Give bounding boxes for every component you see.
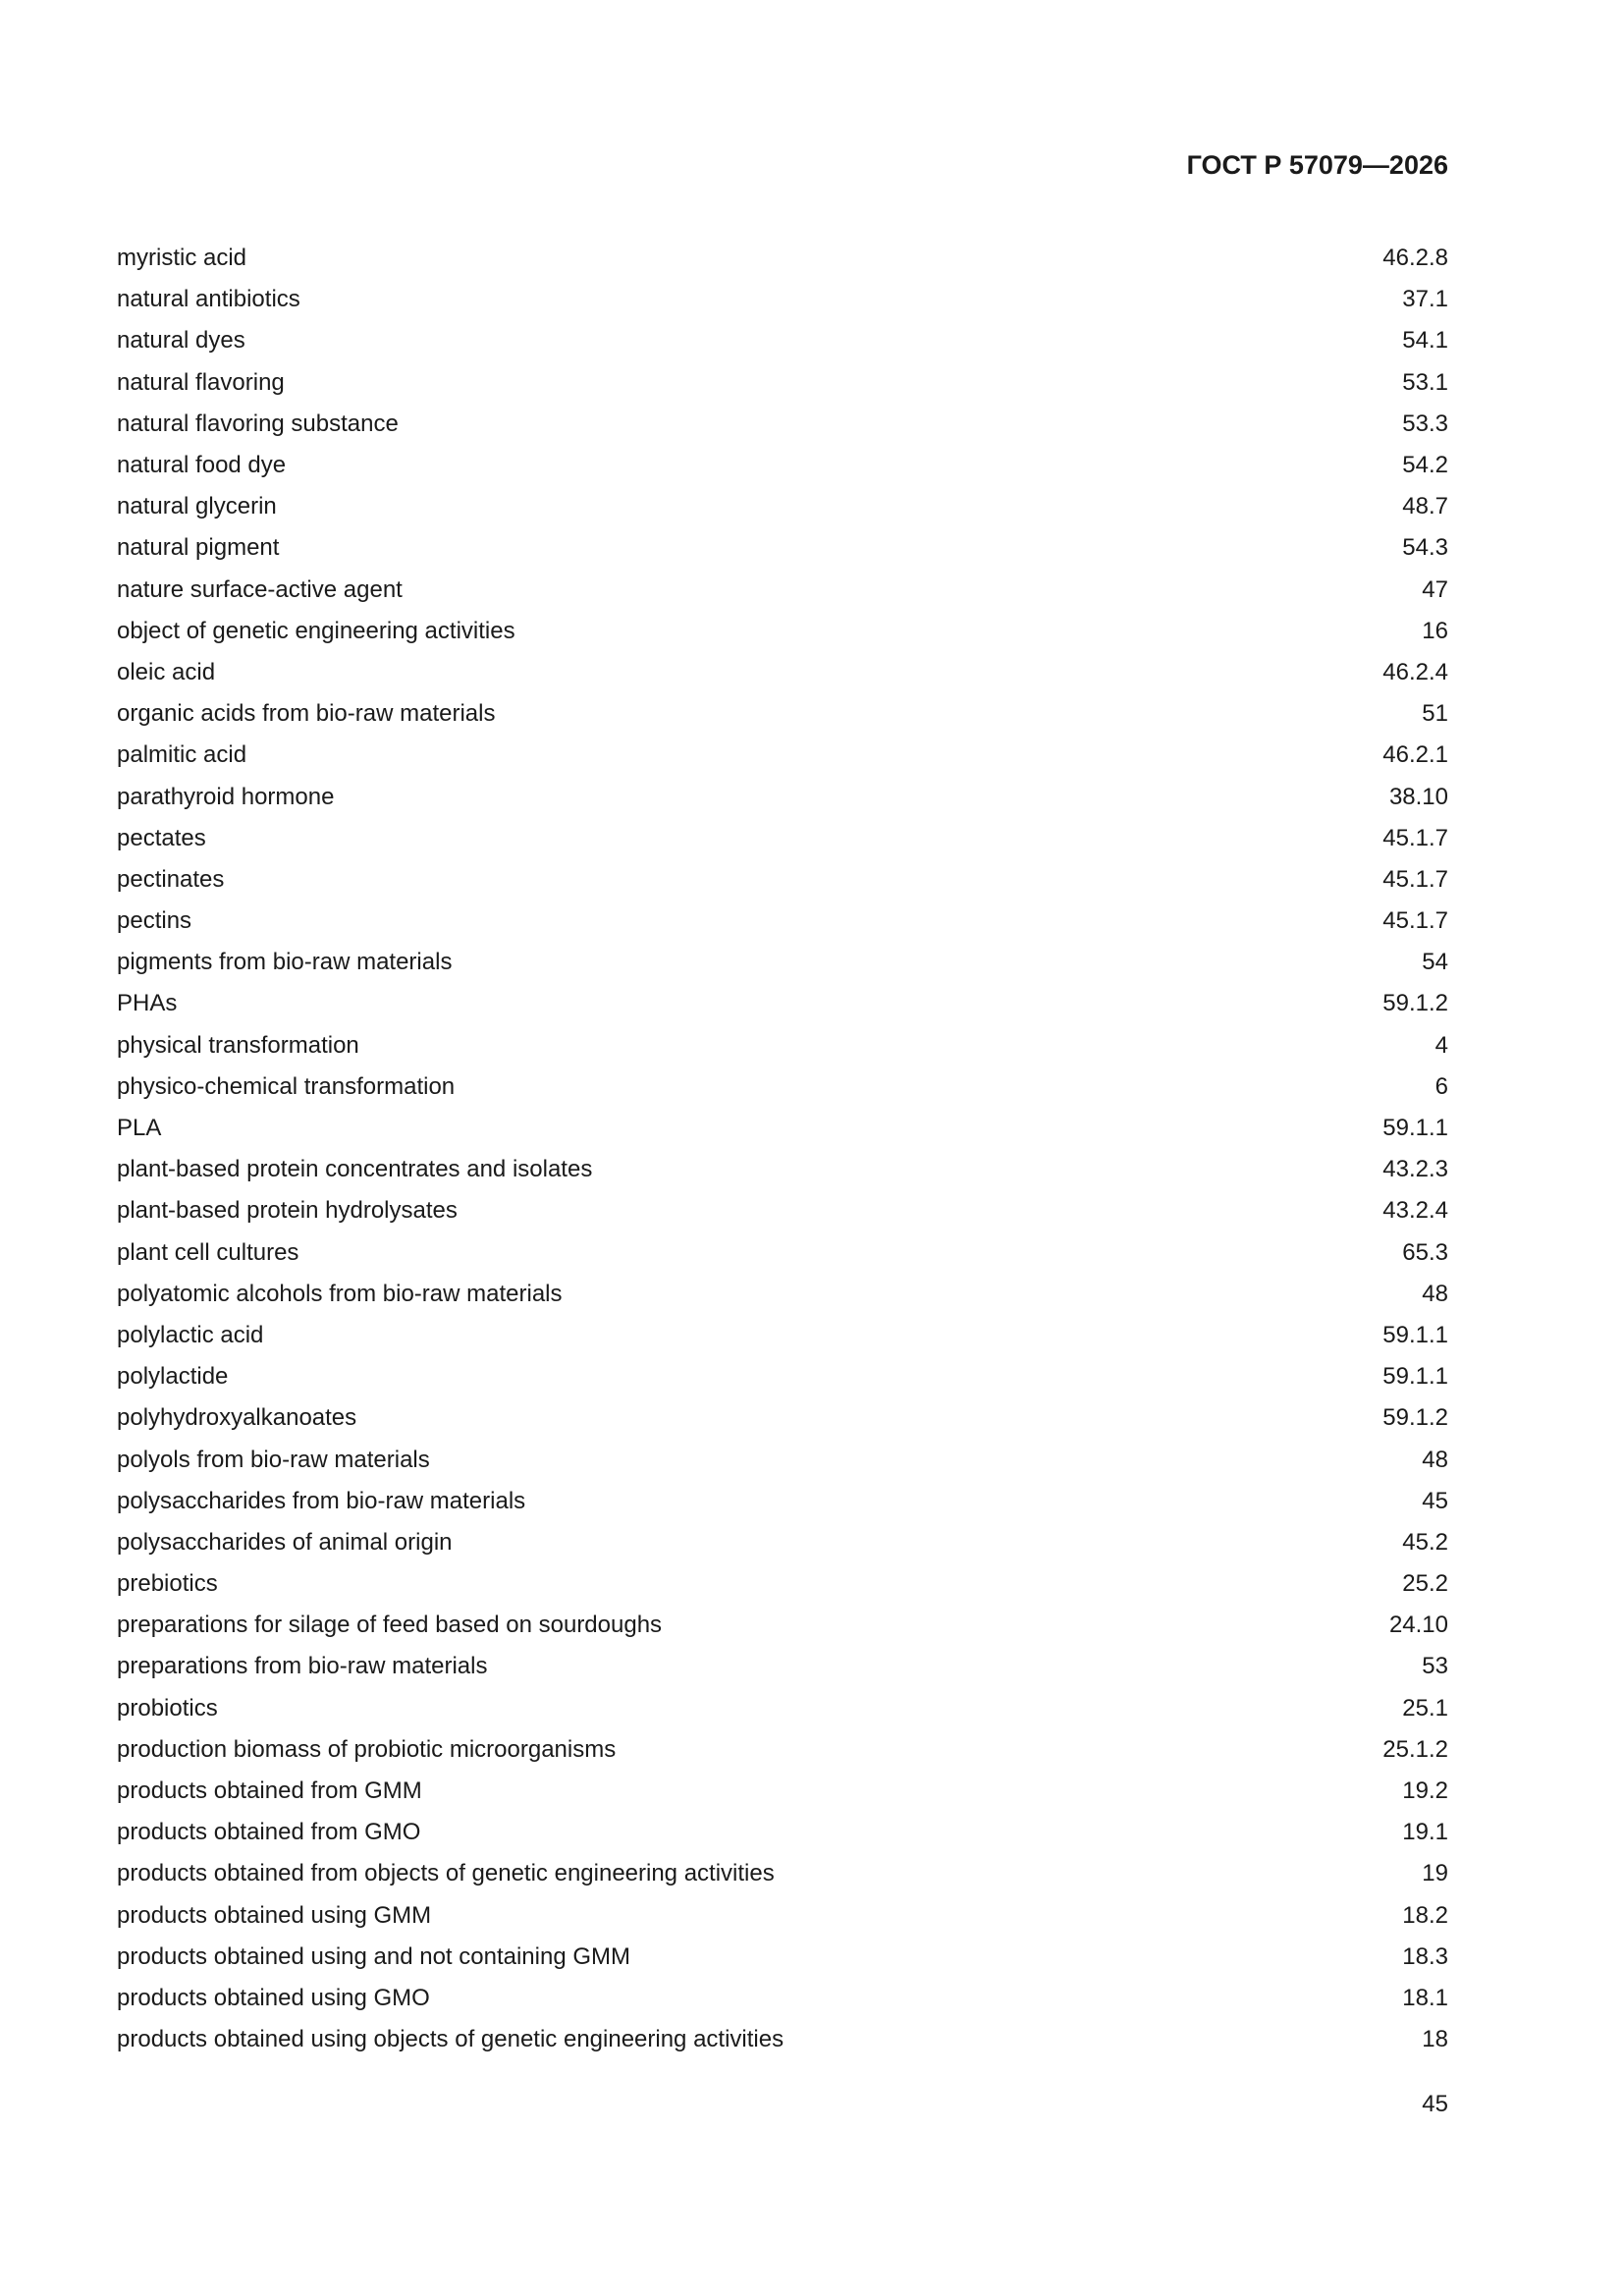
index-term: PHAs bbox=[117, 990, 178, 1017]
index-clause-ref: 59.1.2 bbox=[1382, 990, 1448, 1017]
index-term: pectates bbox=[117, 824, 206, 851]
index-entry-row bbox=[117, 1812, 1448, 1853]
index-entry-row bbox=[117, 942, 1448, 983]
index-entry-row bbox=[117, 776, 1448, 817]
index-clause-ref: 53.3 bbox=[1402, 410, 1448, 437]
index-clause-ref: 16 bbox=[1422, 617, 1448, 644]
index-term: natural antibiotics bbox=[117, 286, 300, 313]
index-clause-ref: 19.2 bbox=[1402, 1777, 1448, 1805]
index-clause-ref: 59.1.1 bbox=[1382, 1321, 1448, 1348]
index-clause-ref: 18.1 bbox=[1402, 1984, 1448, 2011]
index-entry-row bbox=[117, 2019, 1448, 2060]
index-term: products obtained from objects of genetic engineering activities bbox=[117, 1860, 775, 1887]
index-clause-ref: 51 bbox=[1422, 700, 1448, 728]
index-clause-ref: 46.2.8 bbox=[1382, 245, 1448, 272]
index-term: object of genetic engineering activities bbox=[117, 617, 515, 644]
index-entry-row bbox=[117, 527, 1448, 569]
index-entry-row bbox=[117, 818, 1448, 859]
index-term: products obtained using and not containing GMM bbox=[117, 1942, 630, 1970]
index-term: organic acids from bio-raw materials bbox=[117, 700, 496, 728]
index-entry-row bbox=[117, 570, 1448, 611]
index-clause-ref: 46.2.4 bbox=[1382, 658, 1448, 685]
index-entry-row bbox=[117, 1274, 1448, 1315]
index-entry-row bbox=[117, 486, 1448, 527]
index-term: polysaccharides from bio-raw materials bbox=[117, 1487, 526, 1514]
index-clause-ref: 45 bbox=[1422, 1487, 1448, 1514]
index-term: PLA bbox=[117, 1115, 162, 1142]
index-entry-row bbox=[117, 1232, 1448, 1274]
index-entry-row bbox=[117, 404, 1448, 445]
index-term: polyatomic alcohols from bio-raw materials bbox=[117, 1280, 563, 1307]
index-entry-row bbox=[117, 735, 1448, 776]
index-entry-row bbox=[117, 1190, 1448, 1231]
index-clause-ref: 45.1.7 bbox=[1382, 865, 1448, 893]
index-clause-ref: 19 bbox=[1422, 1860, 1448, 1887]
document-code-header: ГОСТ Р 57079—2026 bbox=[1186, 150, 1448, 180]
index-entry-row bbox=[117, 1646, 1448, 1687]
index-entry-row bbox=[117, 238, 1448, 279]
index-term: production biomass of probiotic microorganisms bbox=[117, 1735, 617, 1763]
index-clause-ref: 54 bbox=[1422, 949, 1448, 976]
index-entry-row bbox=[117, 1108, 1448, 1149]
index-entry-row bbox=[117, 1522, 1448, 1563]
index-clause-ref: 54.2 bbox=[1402, 452, 1448, 479]
index-term: products obtained from GMM bbox=[117, 1777, 422, 1805]
index-clause-ref: 46.2.1 bbox=[1382, 741, 1448, 769]
index-entry-row bbox=[117, 1688, 1448, 1729]
page-number: 45 bbox=[1422, 2091, 1448, 2117]
index-term: preparations for silage of feed based on sourdoughs bbox=[117, 1612, 663, 1639]
index-term: probiotics bbox=[117, 1694, 218, 1722]
alphabetical-index-list bbox=[117, 238, 1448, 2060]
index-clause-ref: 43.2.3 bbox=[1382, 1156, 1448, 1183]
index-entry-row bbox=[117, 1149, 1448, 1190]
index-term: oleic acid bbox=[117, 658, 216, 685]
index-term: nature surface-active agent bbox=[117, 575, 403, 603]
index-term: palmitic acid bbox=[117, 741, 247, 769]
index-entry-row bbox=[117, 445, 1448, 486]
index-clause-ref: 65.3 bbox=[1402, 1238, 1448, 1266]
index-entry-row bbox=[117, 1481, 1448, 1522]
index-term: physical transformation bbox=[117, 1031, 359, 1059]
index-clause-ref: 19.1 bbox=[1402, 1819, 1448, 1846]
index-clause-ref: 59.1.1 bbox=[1382, 1115, 1448, 1142]
index-term: pigments from bio-raw materials bbox=[117, 949, 453, 976]
index-entry-row bbox=[117, 1356, 1448, 1397]
index-term: products obtained using GMM bbox=[117, 1901, 432, 1929]
index-term: natural food dye bbox=[117, 452, 287, 479]
index-entry-row bbox=[117, 320, 1448, 361]
index-entry-row bbox=[117, 1771, 1448, 1812]
index-clause-ref: 48 bbox=[1422, 1280, 1448, 1307]
index-term: plant cell cultures bbox=[117, 1238, 299, 1266]
index-entry-row bbox=[117, 1605, 1448, 1646]
index-term: plant-based protein hydrolysates bbox=[117, 1197, 458, 1225]
index-term: pectins bbox=[117, 907, 192, 935]
index-entry-row bbox=[117, 1439, 1448, 1480]
index-term: products obtained using GMO bbox=[117, 1984, 430, 2011]
index-entry-row bbox=[117, 693, 1448, 735]
index-clause-ref: 59.1.1 bbox=[1382, 1363, 1448, 1391]
index-clause-ref: 48 bbox=[1422, 1446, 1448, 1473]
index-clause-ref: 6 bbox=[1434, 1072, 1448, 1100]
index-term: natural flavoring bbox=[117, 368, 285, 396]
index-entry-row bbox=[117, 1563, 1448, 1605]
index-clause-ref: 53 bbox=[1422, 1653, 1448, 1680]
index-term: polylactic acid bbox=[117, 1321, 264, 1348]
index-clause-ref: 18 bbox=[1422, 2026, 1448, 2053]
index-clause-ref: 38.10 bbox=[1388, 783, 1448, 810]
index-clause-ref: 45.1.7 bbox=[1382, 824, 1448, 851]
index-clause-ref: 18.3 bbox=[1402, 1942, 1448, 1970]
index-clause-ref: 45.2 bbox=[1402, 1528, 1448, 1556]
index-clause-ref: 24.10 bbox=[1388, 1612, 1448, 1639]
index-term: natural dyes bbox=[117, 327, 245, 355]
index-clause-ref: 43.2.4 bbox=[1382, 1197, 1448, 1225]
index-entry-row bbox=[117, 1895, 1448, 1937]
index-clause-ref: 54.3 bbox=[1402, 534, 1448, 562]
index-clause-ref: 37.1 bbox=[1402, 286, 1448, 313]
index-term: products obtained from GMO bbox=[117, 1819, 421, 1846]
index-entry-row bbox=[117, 983, 1448, 1024]
index-entry-row bbox=[117, 362, 1448, 404]
index-entry-row bbox=[117, 279, 1448, 320]
index-clause-ref: 54.1 bbox=[1402, 327, 1448, 355]
index-term: polyhydroxyalkanoates bbox=[117, 1404, 357, 1432]
index-clause-ref: 18.2 bbox=[1402, 1901, 1448, 1929]
index-entry-row bbox=[117, 1937, 1448, 1978]
index-clause-ref: 4 bbox=[1434, 1031, 1448, 1059]
index-term: natural pigment bbox=[117, 534, 280, 562]
index-term: preparations from bio-raw materials bbox=[117, 1653, 488, 1680]
index-entry-row bbox=[117, 901, 1448, 942]
index-entry-row bbox=[117, 1397, 1448, 1439]
index-clause-ref: 47 bbox=[1422, 575, 1448, 603]
index-entry-row bbox=[117, 611, 1448, 652]
index-entry-row bbox=[117, 859, 1448, 901]
index-term: polyols from bio-raw materials bbox=[117, 1446, 430, 1473]
index-entry-row bbox=[117, 1853, 1448, 1894]
index-term: products obtained using objects of genetic engineering activities bbox=[117, 2026, 784, 2053]
index-term: physico-chemical transformation bbox=[117, 1072, 456, 1100]
index-clause-ref: 25.1.2 bbox=[1382, 1735, 1448, 1763]
index-entry-row bbox=[117, 1025, 1448, 1066]
index-clause-ref: 48.7 bbox=[1402, 493, 1448, 520]
index-clause-ref: 59.1.2 bbox=[1382, 1404, 1448, 1432]
index-clause-ref: 25.2 bbox=[1402, 1570, 1448, 1598]
index-term: pectinates bbox=[117, 865, 225, 893]
index-entry-row bbox=[117, 1315, 1448, 1356]
index-clause-ref: 25.1 bbox=[1402, 1694, 1448, 1722]
index-clause-ref: 45.1.7 bbox=[1382, 907, 1448, 935]
index-entry-row bbox=[117, 1978, 1448, 2019]
index-term: natural glycerin bbox=[117, 493, 277, 520]
index-entry-row bbox=[117, 1729, 1448, 1771]
index-term: polysaccharides of animal origin bbox=[117, 1528, 453, 1556]
index-term: polylactide bbox=[117, 1363, 229, 1391]
index-term: myristic acid bbox=[117, 245, 247, 272]
index-term: parathyroid hormone bbox=[117, 783, 335, 810]
index-term: plant-based protein concentrates and isolates bbox=[117, 1156, 593, 1183]
index-term: natural flavoring substance bbox=[117, 410, 399, 437]
index-clause-ref: 53.1 bbox=[1402, 368, 1448, 396]
index-entry-row bbox=[117, 1066, 1448, 1108]
index-term: prebiotics bbox=[117, 1570, 218, 1598]
index-entry-row bbox=[117, 652, 1448, 693]
